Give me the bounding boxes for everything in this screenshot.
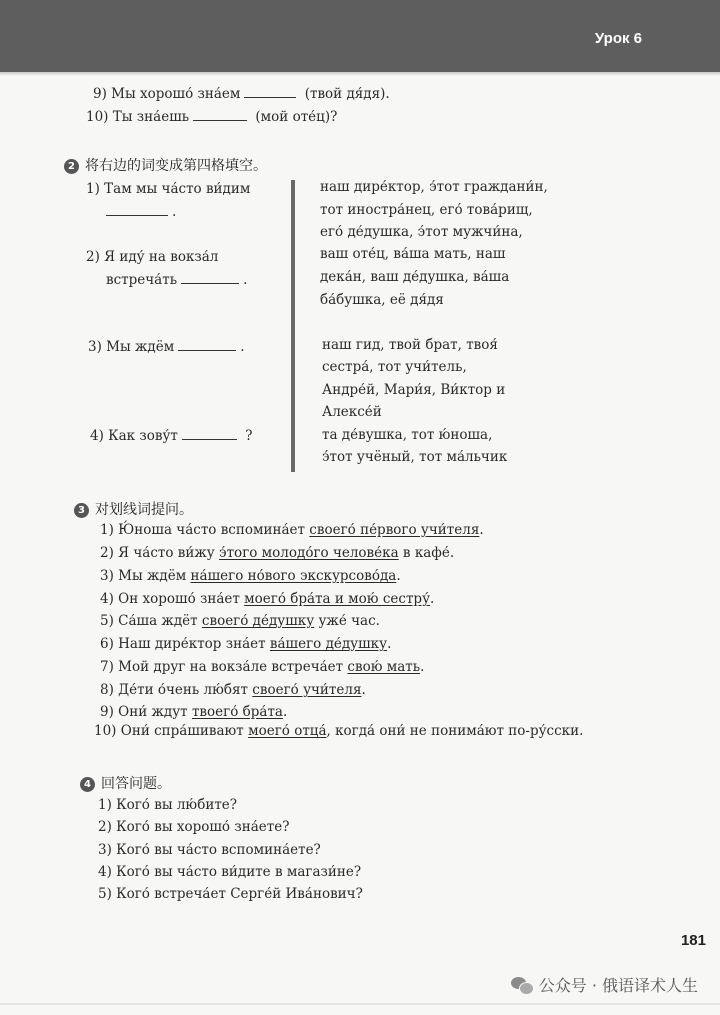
list-item: 4) Как зову́т ? [90,428,253,444]
list-item: 3) Мы ждём . [88,339,245,355]
word-line: тот иностра́нец, его́ това́рищ, [320,202,533,218]
list-item-continuation: . [106,204,176,220]
list-item: 5) Кого́ встреча́ет Серге́й Ива́нович? [98,886,363,902]
answer-blank [182,438,237,440]
wechat-icon [511,976,533,994]
section-number-badge: 3 [74,503,89,518]
underlined-phrase: свою́ мать [347,659,421,675]
page-number: 181 [680,932,706,949]
list-item: 1) Ю́ноша ча́сто вспомина́ет своего́ пе́рвого учи́теля. [100,522,484,538]
underlined-phrase: своего́ де́душку [201,613,315,629]
lesson-title: Урок 6 [594,30,642,47]
list-item: 1) Кого́ вы лю́бите? [98,797,238,813]
page-header [0,0,720,72]
header-shadow [0,72,720,76]
watermark [511,973,698,996]
underlined-phrase: своего́ пе́рвого учи́теля [309,522,480,538]
list-item: 4) Он хорошо́ зна́ет моего́ бра́та и мою́ сестру́. [100,591,435,607]
answer-blank [244,96,296,98]
word-line: та де́вушка, тот ю́ноша, [322,427,493,443]
list-item: 7) Мой друг на вокза́ле встреча́ет свою́ мать. [100,659,425,675]
word-line: сестра́, тот учи́тель, [322,359,467,375]
word-line: наш гид, твой брат, твоя́ [322,337,498,353]
column-divider [291,180,295,472]
list-item: 1) Там мы ча́сто ви́дим [86,181,251,197]
watermark-text: 公众号 · 俄语译术人生 [538,976,698,995]
answer-blank [106,214,168,216]
word-line: э́тот учёный, тот ма́льчик [322,449,508,465]
list-item: 5) Са́ша ждёт своего́ де́душку уже́ час. [100,613,380,629]
underlined-phrase: своего́ учи́теля [252,682,362,698]
section-2-heading: 2 将右边的词变成第四格填空。 [64,155,267,175]
list-item-continuation: встреча́ть . [106,272,248,288]
list-item: 2) Я иду́ на вокза́л [86,249,219,265]
list-item: 4) Кого́ вы ча́сто ви́дите в магази́не? [98,864,362,880]
list-item: 10) Ты зна́ешь (мой оте́ц)? [86,109,338,125]
list-item: 3) Кого́ вы ча́сто вспомина́ете? [98,842,321,858]
section-number-badge: 2 [64,159,79,174]
section-4-heading: 4 回答问题。 [80,773,171,793]
list-item: 2) Кого́ вы хорошо́ зна́ете? [98,819,290,835]
section-3-heading: 3 对划线词提问。 [74,499,193,519]
underlined-phrase: твоего́ бра́та [191,704,283,720]
answer-blank [193,119,247,121]
word-line: Андре́й, Мари́я, Ви́ктор и [322,382,506,398]
underlined-phrase: моего́ отца́ [248,723,327,739]
word-line: ба́бушка, её дя́дя [320,292,444,308]
underlined-phrase: на́шего но́вого экскурсово́да [190,568,397,584]
bottom-rule [0,1003,720,1005]
section-number-badge: 4 [80,777,95,792]
word-line: Алексе́й [322,404,382,420]
word-line: дека́н, ваш де́душка, ва́ша [320,269,510,285]
underlined-phrase: ва́шего де́душку [269,636,388,652]
list-item: 6) Наш дире́ктор зна́ет ва́шего де́душку. [100,636,392,652]
list-item: 2) Я ча́сто ви́жу э́того молодо́го челове́ка в кафе́. [100,545,455,561]
word-line: ваш оте́ц, ва́ша мать, наш [320,246,506,262]
answer-blank [178,349,236,351]
word-line: наш дире́ктор, э́тот граждани́н, [320,179,548,195]
word-line: его́ де́душка, э́тот мужчи́на, [320,224,523,240]
answer-blank [181,282,239,284]
list-item: 9) Мы хорошо́ зна́ем (твой дя́дя). [93,86,390,102]
list-item: 3) Мы ждём на́шего но́вого экскурсово́да. [100,568,401,584]
list-item: 10) Они́ спра́шивают моего́ отца́, когда́ они́ не понима́ют по-ру́сски. [94,723,584,739]
underlined-phrase: моего́ бра́та и мою́ сестру́ [244,591,431,607]
underlined-phrase: э́того молодо́го челове́ка [219,545,399,561]
list-item: 8) Де́ти о́чень лю́бят своего́ учи́теля. [100,682,366,698]
list-item: 9) Они́ ждут твоего́ бра́та. [100,704,288,720]
